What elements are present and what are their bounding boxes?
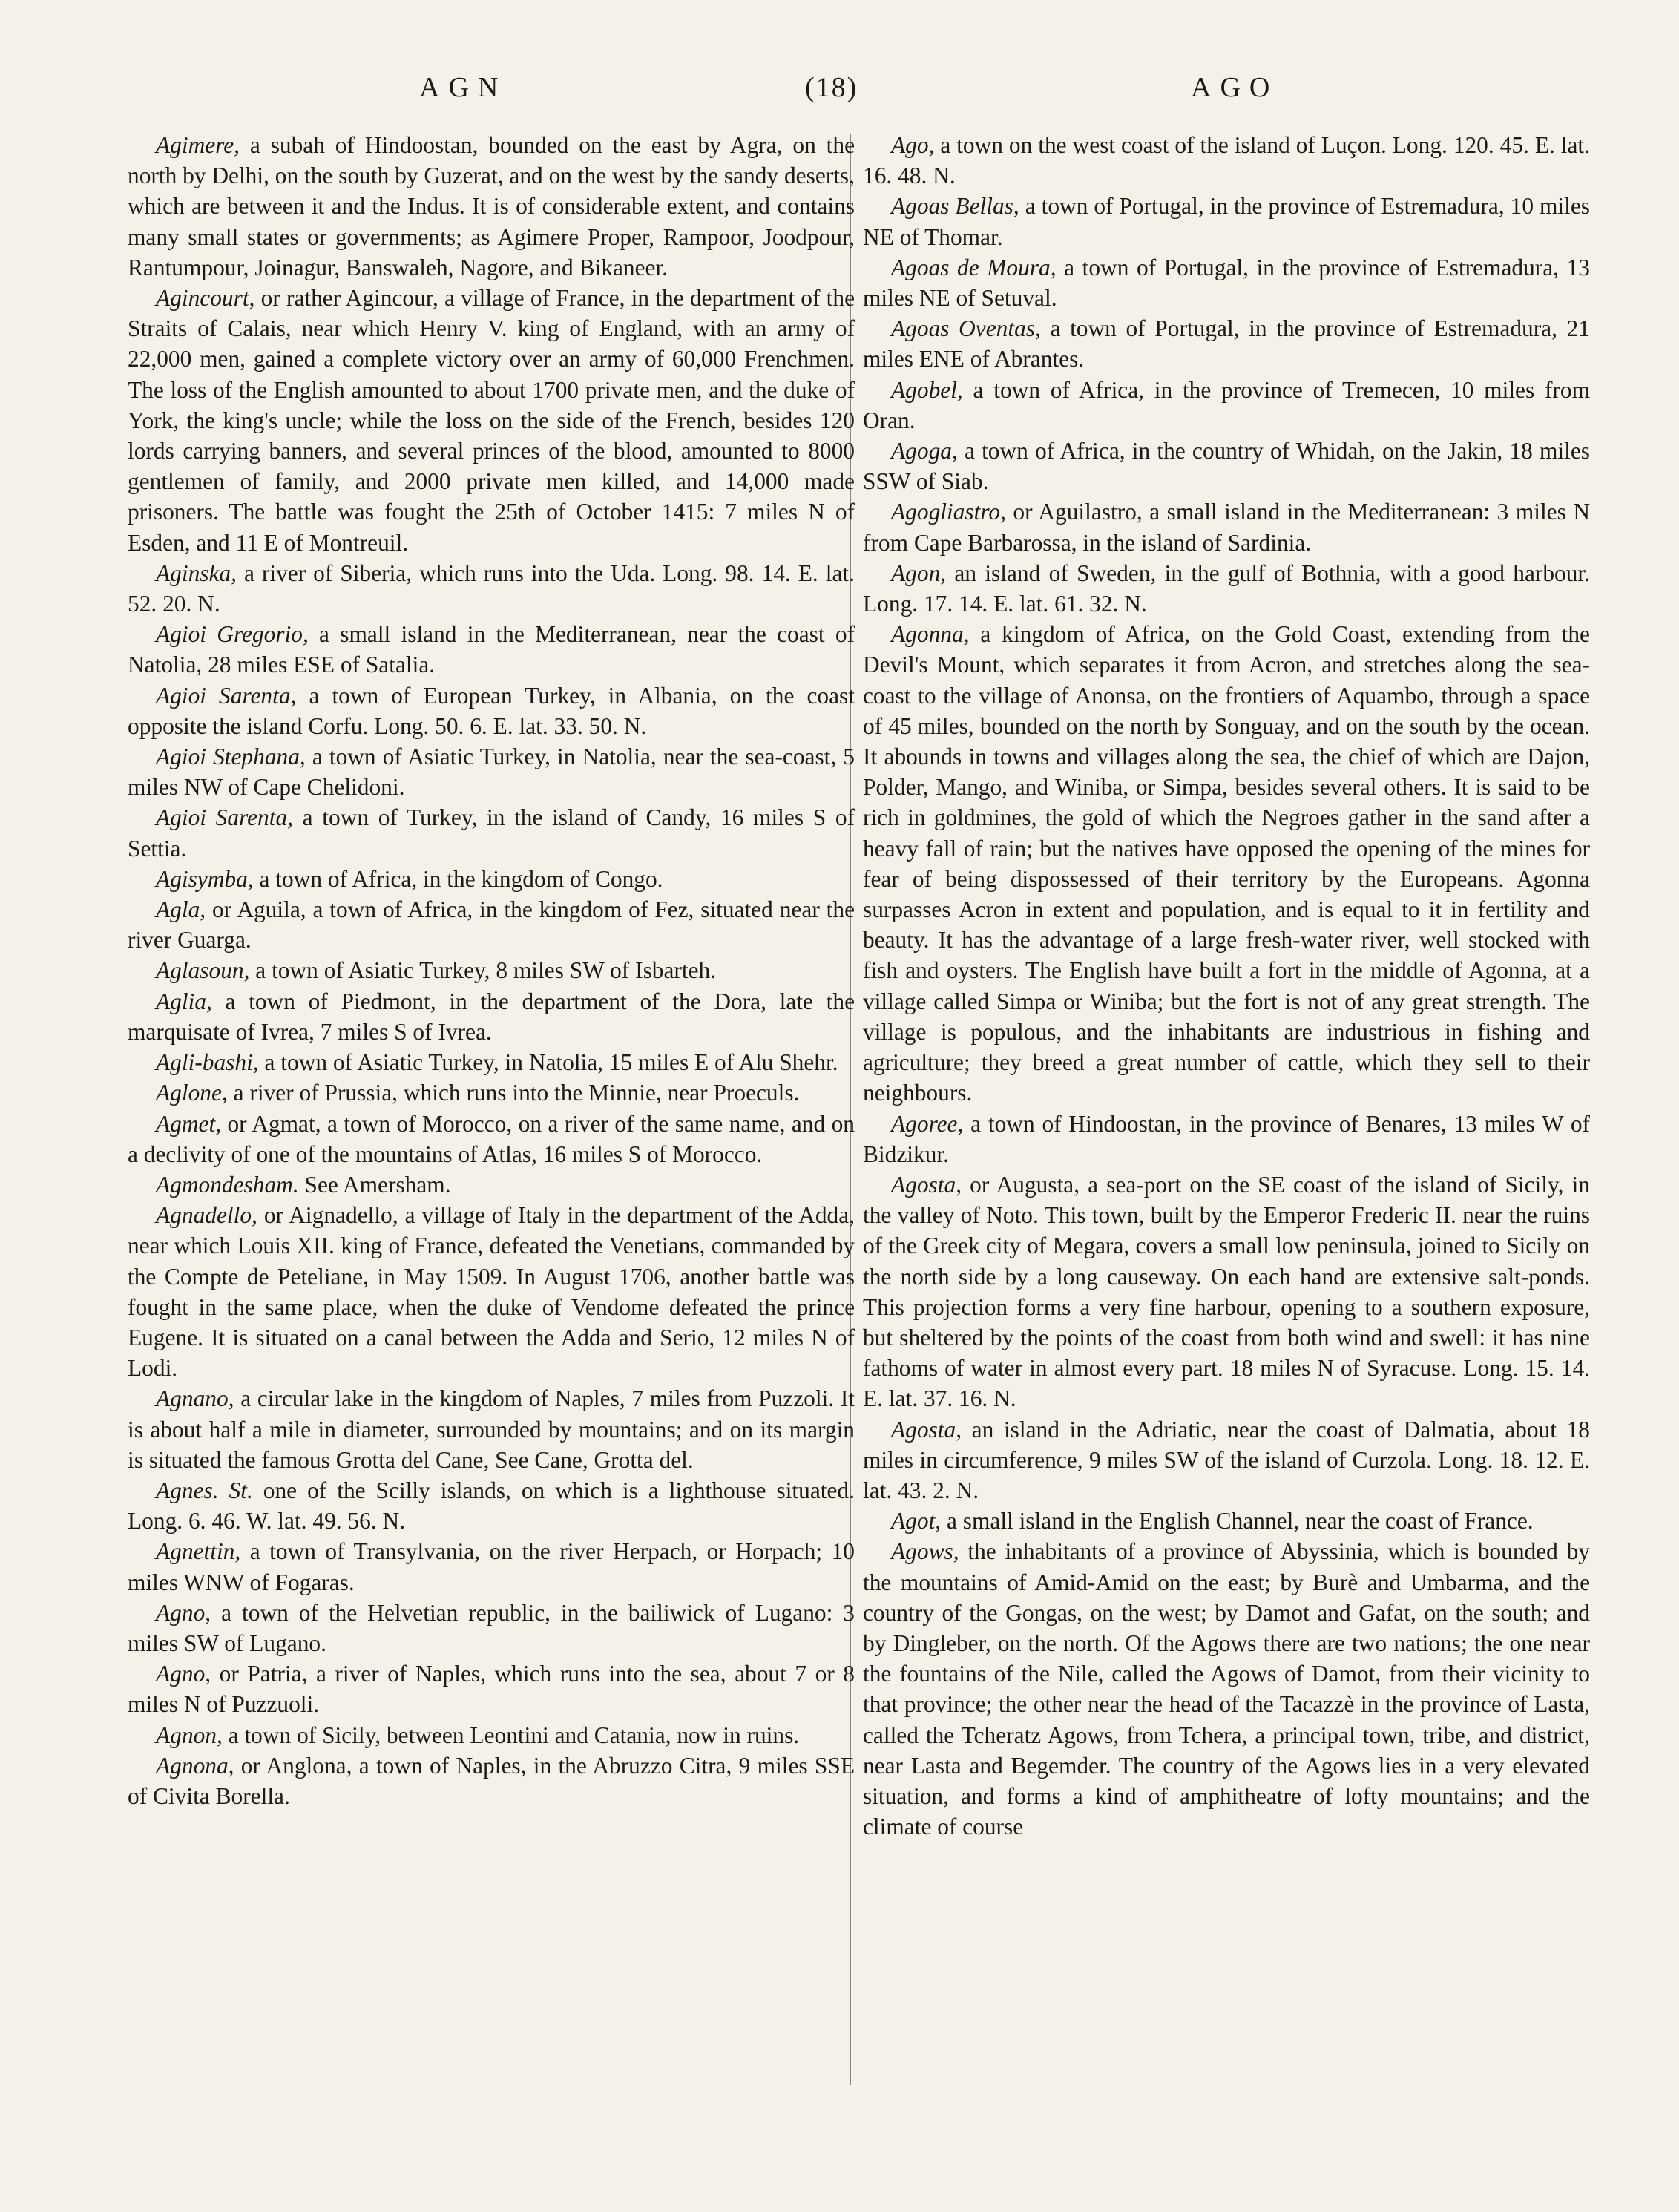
entry-headword: Agoas Bellas,: [891, 193, 1019, 220]
gazetteer-entry: [128, 130, 855, 283]
gazetteer-entry: [128, 1200, 855, 1383]
entry-headword: Agla,: [156, 896, 206, 923]
entry-text: a town of Africa, in the country of Whidah, on the Jakin, 18 miles SSW of Siab.: [863, 438, 1590, 495]
entry-headword: Agioi Sarenta,: [156, 682, 297, 709]
gazetteer-entry: [863, 436, 1590, 496]
entry-headword: Agnadello,: [156, 1202, 257, 1229]
entry-text: a town of Turkey, in the island of Candy, 16 miles S of Settia.: [128, 804, 855, 862]
gazetteer-entry: [128, 558, 855, 619]
entry-headword: Agows,: [891, 1538, 959, 1565]
entry-headword: Agoga,: [891, 438, 958, 465]
entry-text: a town of Portugal, in the province of Estremadura, 10 miles NE of Thomar.: [863, 193, 1590, 250]
entry-text: a small island in the Mediterranean, near the coast of Natolia, 28 miles ESE of Satalia.: [128, 621, 855, 678]
entry-headword: Agioi Gregorio,: [156, 621, 309, 648]
entry-text: or rather Agincour, a village of France, in the department of the Straits of Calais, near which Henry V. king of England, with an army of 22,000 men, gained a complete victory over an army of 60,000 Frenchmen. The loss of the English amounted to about 1700 private men, and the duke of York, the king's uncle; while the loss on the side of the French, besides 120 lords carrying banners, and several princes of the blood, amounted to 8000 gentlemen of family, and 2000 private men killed, and 14,000 made prisoners. The battle was fought the 25th of October 1415: 7 miles N of Esden, and 11 E of Montreuil.: [128, 285, 855, 556]
entry-headword: Agli-bashi,: [156, 1049, 259, 1076]
entry-headword: Agoas Oventas,: [891, 315, 1041, 342]
gazetteer-entry: [863, 558, 1590, 619]
entry-headword: Agnon,: [156, 1722, 223, 1748]
entry-headword: Agobel,: [891, 376, 963, 403]
gazetteer-entry: [128, 955, 855, 985]
gazetteer-entry: [128, 1169, 855, 1200]
entry-headword: Agoas de Moura,: [891, 254, 1057, 280]
entry-text: a town of Transylvania, on the river Herpach, or Horpach; 10 miles WNW of Fogaras.: [128, 1538, 855, 1595]
entry-headword: Agno,: [156, 1599, 211, 1626]
gazetteer-entry: [128, 1475, 855, 1536]
entry-text: or Aignadello, a village of Italy in the department of the Adda, near which Louis XII. king of France, defeated the Venetians, commanded by the Compte de Peteliane, in May 1509. In August 1706, another battle was fought in the same place, when the duke of Vendome defeated the prince Eugene. It is situated on a canal between the Adda and Serio, 12 miles N of Lodi.: [128, 1202, 855, 1382]
entry-headword: Agogliastro,: [891, 499, 1006, 525]
entry-headword: Agnano,: [156, 1385, 234, 1412]
entry-headword: Agimere,: [156, 132, 240, 158]
gazetteer-entry: [128, 1109, 855, 1169]
entry-headword: Agosta,: [891, 1171, 962, 1198]
gazetteer-entry: [863, 191, 1590, 252]
entry-headword: Agnettin,: [156, 1538, 241, 1565]
gazetteer-entry: [863, 619, 1590, 1108]
running-head-left: AGN: [419, 72, 507, 103]
entry-headword: Agioi Stephana,: [156, 744, 306, 770]
entry-headword: Agosta,: [891, 1416, 962, 1443]
entry-text: a town of Sicily, between Leontini and Catania, now in ruins.: [222, 1722, 800, 1748]
gazetteer-entry: [128, 1750, 855, 1811]
gazetteer-entry: [128, 680, 855, 741]
right-column: [863, 130, 1590, 2089]
entry-text: a town of Hindoostan, in the province of Benares, 13 miles W of Bidzikur.: [863, 1110, 1590, 1167]
entry-text: a town of Piedmont, in the department of the Dora, late the marquisate of Ivrea, 7 miles S of Ivrea.: [128, 988, 855, 1045]
entry-text: a river of Prussia, which runs into the Minnie, near Proeculs.: [227, 1080, 800, 1106]
entry-text: or Anglona, a town of Naples, in the Abruzzo Citra, 9 miles SSE of Civita Borella.: [128, 1752, 855, 1809]
entry-headword: Agincourt,: [156, 285, 255, 312]
gazetteer-entry: [863, 1536, 1590, 1842]
entry-headword: Agnona,: [156, 1752, 234, 1779]
entry-text: a river of Siberia, which runs into the Uda. Long. 98. 14. E. lat. 52. 20. N.: [128, 559, 855, 617]
gazetteer-entry: [128, 894, 855, 955]
entry-text: See Amersham.: [298, 1171, 451, 1198]
entry-text: or Aguilastro, a small island in the Mediterranean: 3 miles N from Cape Barbarossa, in the island of Sardinia.: [863, 499, 1590, 556]
running-head: [0, 65, 1679, 110]
entry-headword: Agoree,: [891, 1110, 964, 1137]
gazetteer-entry: [128, 283, 855, 558]
entry-headword: Aglia,: [156, 988, 212, 1014]
entry-text: a town on the west coast of the island of Luçon. Long. 120. 45. E. lat. 16. 48. N.: [863, 132, 1590, 189]
entry-text: a small island in the English Channel, near the coast of France.: [941, 1508, 1534, 1535]
entry-headword: Agmet,: [156, 1110, 222, 1137]
gazetteer-entry: [128, 1077, 855, 1108]
gazetteer-entry: [128, 1720, 855, 1750]
entry-headword: Aglone,: [156, 1080, 228, 1106]
gazetteer-entry: [863, 1414, 1590, 1506]
entry-headword: Ago,: [891, 132, 935, 158]
gazetteer-entry: [128, 1658, 855, 1719]
gazetteer-entry: [863, 1169, 1590, 1414]
gazetteer-entry: [128, 619, 855, 680]
entry-text: one of the Scilly islands, on which is a lighthouse situated. Long. 6. 46. W. lat. 49. 56. N.: [128, 1477, 855, 1535]
gazetteer-entry: [863, 313, 1590, 374]
entry-headword: Agno,: [156, 1661, 211, 1687]
entry-text: or Augusta, a sea-port on the SE coast of the island of Sicily, in the valley of Noto. This town, built by the Emperor Frederic II. near the ruins of the Greek city of Megara, covers a small low peninsula, joined to Sicily on the north side by a long causeway. On each hand are extensive salt-ponds. This projection forms a very fine harbour, opening to a southern exposure, but sheltered by the points of the coast from both wind and swell: it has nine fathoms of water in almost every part. 18 miles N of Syracuse. Long. 15. 14. E. lat. 37. 16. N.: [863, 1171, 1590, 1412]
entry-text: or Patria, a river of Naples, which runs into the sea, about 7 or 8 miles N of Puzzuoli.: [128, 1661, 855, 1718]
running-head-right: AGO: [1191, 72, 1279, 103]
entry-text: a circular lake in the kingdom of Naples, 7 miles from Puzzoli. It is about half a mile in diameter, surrounded by mountains; and on its margin is situated the famous Grotta del Cane, See Cane, Grotta del.: [128, 1385, 855, 1473]
entry-headword: Agot,: [891, 1508, 942, 1535]
gazetteer-entry: [128, 1598, 855, 1658]
entry-text: a town of Portugal, in the province of Estremadura, 13 miles NE of Setuval.: [863, 254, 1590, 312]
entry-text: a subah of Hindoostan, bounded on the east by Agra, on the north by Delhi, on the south by Guzerat, and on the west by the sandy deserts, which are between it and the Indus. It is of considerable extent, and contains many small states or governments; as Agimere Proper, Rampoor, Joodpour, Rantumpour, Joinagur, Banswaleh, Nagore, and Bikaneer.: [128, 132, 855, 280]
entry-text: a kingdom of Africa, on the Gold Coast, extending from the Devil's Mount, which separates it from Acron, and stretches along the sea-coast to the village of Anonsa, on the frontiers of Aquambo, through a space of 45 miles, bounded on the north by Songuay, and on the south by the ocean. It abounds in towns and villages along the sea, the chief of which are Dajon, Polder, Mango, and Winiba, or Simpa, besides several others. It is said to be rich in goldmines, the gold of which the Negroes gather in the sand after a heavy fall of rain; but the natives have opposed the opening of the mines for fear of being dispossessed of their territory by the Europeans. Agonna surpasses Acron in extent and population, and is equal to it in fertility and beauty. It has the advantage of a large fresh-water river, well stocked with fish and oysters. The English have built a fort in the middle of Agonna, at a village called Simpa or Winiba; but the fort is not of any great strength. The village is populous, and the inhabitants are industrious in fishing and agriculture; they breed a great number of cattle, which they sell to their neighbours.: [863, 621, 1590, 1106]
gazetteer-entry: [863, 375, 1590, 436]
gazetteer-entry: [128, 1536, 855, 1597]
gazetteer-entry: [863, 252, 1590, 313]
entry-text: an island in the Adriatic, near the coast of Dalmatia, about 18 miles in circumference, 9 miles SW of the island of Curzola. Long. 18. 12. E. lat. 43. 2. N.: [863, 1416, 1590, 1503]
entry-text: a town of Africa, in the province of Tremecen, 10 miles from Oran.: [863, 376, 1590, 433]
gazetteer-entry: [128, 802, 855, 863]
gazetteer-entry: [128, 986, 855, 1047]
entry-headword: Agioi Sarenta,: [156, 804, 294, 831]
entry-text: a town of Africa, in the kingdom of Congo.: [253, 865, 663, 892]
gazetteer-entry: [128, 741, 855, 802]
entry-headword: Agmondesham.: [156, 1171, 299, 1198]
entry-headword: Agnes. St.: [156, 1477, 253, 1503]
entry-text: a town of the Helvetian republic, in the bailiwick of Lugano: 3 miles SW of Lugano.: [128, 1599, 855, 1656]
entry-text: a town of Asiatic Turkey, in Natolia, 15 miles E of Alu Shehr.: [258, 1049, 838, 1076]
left-column: [128, 130, 855, 2089]
entry-headword: Agon,: [891, 559, 947, 586]
page-number: (18): [805, 72, 858, 103]
entry-text: a town of European Turkey, in Albania, on the coast opposite the island Corfu. Long. 50. 6. E. lat. 33. 50. N.: [128, 682, 855, 739]
entry-text: a town of Portugal, in the province of Estremadura, 21 miles ENE of Abrantes.: [863, 315, 1590, 373]
gazetteer-entry: [128, 1383, 855, 1475]
gazetteer-entry: [863, 1506, 1590, 1536]
entry-text: an island of Sweden, in the gulf of Bothnia, with a good harbour. Long. 17. 14. E. lat. 61. 32. N.: [863, 559, 1590, 617]
gazetteer-entry: [863, 1109, 1590, 1169]
gazetteer-entry: [863, 496, 1590, 557]
entry-text: a town of Asiatic Turkey, 8 miles SW of Isbarteh.: [249, 957, 717, 984]
entry-text: or Agmat, a town of Morocco, on a river of the same name, and on a declivity of one of the mountains of Atlas, 16 miles S of Morocco.: [128, 1110, 855, 1167]
entry-headword: Agonna,: [891, 621, 970, 648]
gazetteer-entry: [128, 864, 855, 894]
entry-text: the inhabitants of a province of Abyssinia, which is bounded by the mountains of Amid-Amid on the east; by Burè and Umbarma, and the country of the Gongas, on the west; by Damot and Gafat, on the south; and by Dingleber, on the north. Of the Agows there are two nations; the one near the fountains of the Nile, called the Agows of Damot, from their vicinity to that province; the other near the head of the Tacazzè in the province of Lasta, called the Tcheratz Agows, from Tchera, a principal town, tribe, and district, near Lasta and Begemder. The country of the Agows lies in a very elevated situation, and forms a kind of amphitheatre of lofty mountains; and the climate of course: [863, 1538, 1590, 1840]
entry-text: a town of Asiatic Turkey, in Natolia, near the sea-coast, 5 miles NW of Cape Chelidoni.: [128, 744, 855, 801]
gazetteer-entry: [128, 1047, 855, 1077]
entry-text: or Aguila, a town of Africa, in the kingdom of Fez, situated near the river Guarga.: [128, 896, 855, 954]
entry-headword: Agisymba,: [156, 865, 254, 892]
entry-headword: Aglasoun,: [156, 957, 250, 984]
entry-headword: Aginska,: [156, 559, 237, 586]
gazetteer-entry: [863, 130, 1590, 191]
